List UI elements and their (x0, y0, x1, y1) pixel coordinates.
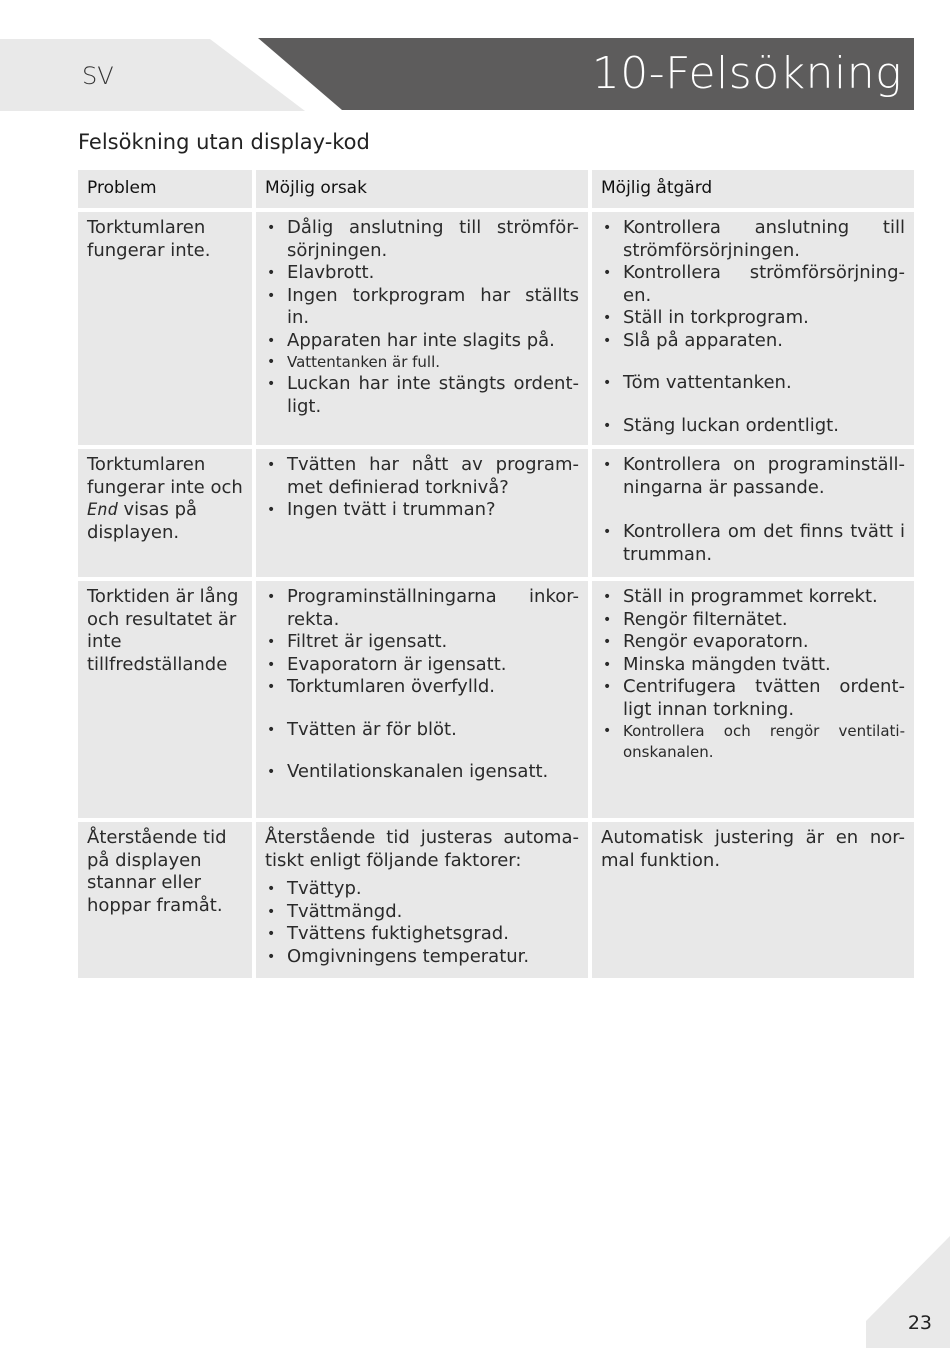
row4-actions (592, 822, 914, 978)
cause-item: • Luckan har inte stängts ordent-ligt. (265, 373, 579, 418)
row3-problem: Torktiden är lång och resultatet är inte tillfredställande (78, 581, 252, 818)
action-item: • Ställ in programmet korrekt. (601, 586, 905, 609)
cause-item: • Apparaten har inte slagits på. (265, 330, 579, 353)
action-item: • Stäng luckan ordentligt. (601, 415, 905, 438)
action-item: • Rengör filternätet. (601, 609, 905, 632)
action-item: • Kontrollera strömförsörjning-en. (601, 262, 905, 307)
cause-item: • Evaporatorn är igensatt. (265, 654, 579, 677)
action-item: • Töm vattentanken. (601, 372, 905, 395)
row4-problem: Återstående tid på displayen stannar eller hoppar framåt. (78, 822, 252, 978)
cause-item: • Tvätten har nått av program-met definierad torknivå? (265, 454, 579, 499)
page-number: 23 (907, 1312, 932, 1334)
cause-item: • Tvättens fuktighetsgrad. (265, 923, 579, 946)
cause-item: • Elavbrott. (265, 262, 579, 285)
cause-item: • Vattentanken är full. (265, 352, 579, 373)
action-item: • Centrifugera tvätten ordent-ligt innan torkning. (601, 676, 905, 721)
row1-causes (256, 212, 588, 445)
section-title: Felsökning utan display-kod (78, 130, 370, 154)
row1-problem: Torktumlaren fungerar inte. (78, 212, 252, 445)
row3-causes (256, 581, 588, 818)
cause-item: • Torktumlaren överfylld. (265, 676, 579, 699)
troubleshooting-table (78, 170, 914, 978)
row2-problem (78, 449, 252, 577)
action-item: • Kontrollera om det finns tvätt i trumman. (601, 521, 905, 566)
header-cause: Möjlig orsak (256, 170, 588, 208)
cause-item: • Tvättmängd. (265, 901, 579, 924)
row2-actions (592, 449, 914, 577)
cause-item: • Ventilationskanalen igensatt. (265, 761, 579, 784)
cause-item: • Programinställningarna inkor-rekta. (265, 586, 579, 631)
action-item: • Kontrollera on programinställ-ningarna är passande. (601, 454, 905, 499)
action-item: • Kontrollera och rengör ventilati-onskanalen. (601, 721, 905, 763)
header-problem: Problem (78, 170, 252, 208)
cause-item: • Dålig anslutning till strömför-sörjningen. (265, 217, 579, 262)
display-code: End (87, 500, 118, 520)
row1-actions (592, 212, 914, 445)
header-action: Möjlig åtgärd (592, 170, 914, 208)
action-item: • Ställ in torkprogram. (601, 307, 905, 330)
cause-intro: Återstående tid justeras automa-tiskt enligt följande faktorer: (265, 827, 579, 871)
row2-causes (256, 449, 588, 577)
row4-causes (256, 822, 588, 978)
problem-text: visas på displayen. (87, 499, 198, 543)
language-tab (0, 39, 305, 111)
cause-item: • Ingen tvätt i trumman? (265, 499, 579, 522)
row3-actions (592, 581, 914, 818)
cause-item: • Filtret är igensatt. (265, 631, 579, 654)
action-item: • Rengör evaporatorn. (601, 631, 905, 654)
cause-item: • Ingen torkprogram har ställts in. (265, 285, 579, 330)
problem-text: Torktumlaren fungerar inte och (87, 454, 243, 498)
cause-item: • Tvätten är för blöt. (265, 719, 579, 742)
action-item: • Minska mängden tvätt. (601, 654, 905, 677)
cause-item: • Tvättyp. (265, 878, 579, 901)
action-item: • Kontrollera anslutning till strömförsörjningen. (601, 217, 905, 262)
cause-item: • Omgivningens temperatur. (265, 946, 579, 969)
chapter-title: 10-Felsökning (591, 48, 902, 99)
action-text: Automatisk justering är en nor-mal funktion. (601, 827, 905, 871)
action-item: • Slå på apparaten. (601, 330, 905, 353)
language-label: SV (82, 62, 114, 90)
